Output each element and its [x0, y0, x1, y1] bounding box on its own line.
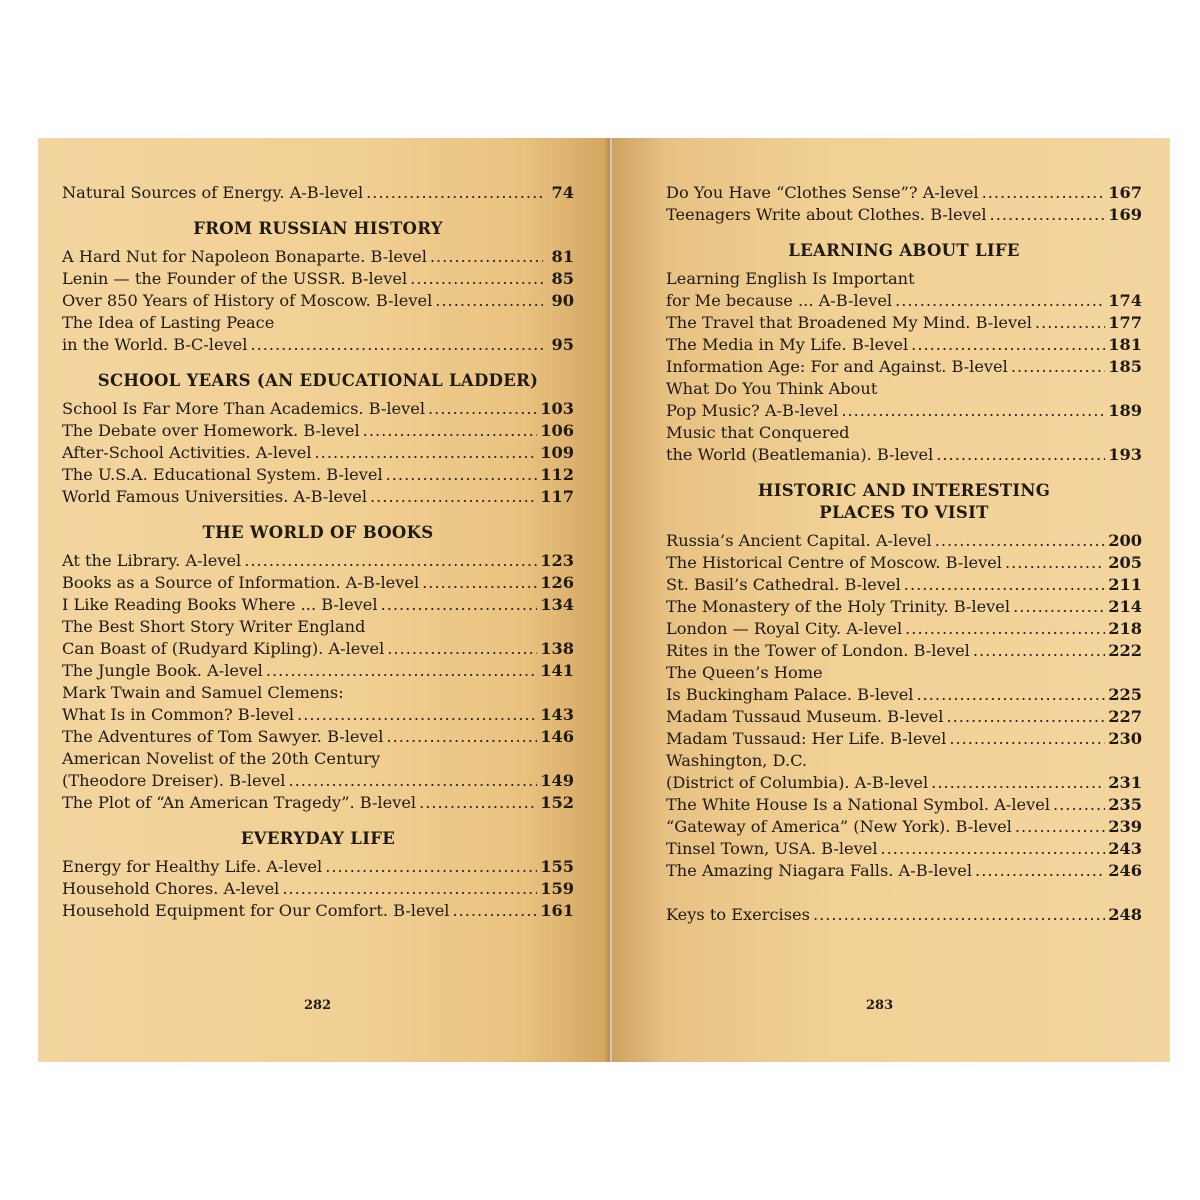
toc-entry-title: What Is in Common? B-level	[62, 705, 295, 724]
toc-entry	[666, 400, 1142, 422]
page-number: 282	[304, 998, 332, 1013]
toc-entry-title: Household Chores. A-level	[62, 879, 280, 898]
toc-entry-title: Can Boast of (Rudyard Kipling). A-level	[62, 639, 385, 658]
toc-entry	[62, 770, 574, 792]
dot-leader	[973, 640, 1105, 662]
dot-leader	[288, 770, 537, 792]
toc-entry-page: 248	[1108, 905, 1142, 924]
toc-entry-page: 146	[540, 727, 574, 746]
dot-leader	[370, 486, 537, 508]
toc-entry-page: 235	[1108, 795, 1142, 814]
dot-leader	[387, 638, 537, 660]
dot-leader	[297, 704, 537, 726]
toc-entry	[62, 398, 574, 420]
toc-entry	[666, 684, 1142, 706]
toc-entry-title: The Monastery of the Holy Trinity. B-level	[666, 597, 1011, 616]
toc-entry-page: 174	[1108, 291, 1142, 310]
toc-entry-page: 227	[1108, 707, 1142, 726]
toc-entry-page: 214	[1108, 597, 1142, 616]
toc-entry	[62, 334, 574, 356]
toc-entry-page: 230	[1108, 729, 1142, 748]
right-page	[612, 138, 1170, 1062]
toc-entry	[62, 550, 574, 572]
toc-entry-title: Tinsel Town, USA. B-level	[666, 839, 878, 858]
toc-entry	[666, 728, 1142, 750]
toc-entry-title: in the World. B-C-level	[62, 335, 248, 354]
toc-entry-page: 169	[1108, 205, 1142, 224]
dot-leader	[386, 464, 538, 486]
dot-leader	[1013, 596, 1105, 618]
left-page	[38, 138, 610, 1062]
dot-leader	[363, 420, 538, 442]
toc-entry-title: the World (Beatlemania). B-level	[666, 445, 934, 464]
toc-entry-title: Pop Music? A-B-level	[666, 401, 839, 420]
toc-entry	[62, 182, 574, 204]
dot-leader	[1053, 794, 1105, 816]
toc-entry-page: 134	[540, 595, 574, 614]
open-book-spread	[38, 138, 1170, 1062]
toc-entry-title: (Theodore Dreiser). B-level	[62, 771, 286, 790]
toc-entry-title: Household Equipment for Our Comfort. B-level	[62, 901, 450, 920]
toc-entry-title-line: Learning English Is Important	[666, 269, 915, 288]
toc-entry-title: Over 850 Years of History of Moscow. B-level	[62, 291, 433, 310]
toc-entry-page: 246	[1108, 861, 1142, 880]
toc-entry	[666, 816, 1142, 838]
toc-entry-title: Books as a Source of Information. A-B-level	[62, 573, 420, 592]
toc-entry	[666, 182, 1142, 204]
dot-leader	[381, 594, 538, 616]
toc-entry-page: 225	[1108, 685, 1142, 704]
toc-entry	[666, 596, 1142, 618]
toc-entry	[666, 530, 1142, 552]
toc-entry-title: London — Royal City. A-level	[666, 619, 903, 638]
dot-leader	[452, 900, 537, 922]
toc-entry-title: The Debate over Homework. B-level	[62, 421, 360, 440]
dot-leader	[949, 728, 1105, 750]
dot-leader	[911, 334, 1105, 356]
dot-leader	[422, 572, 537, 594]
toc-entry-page: 159	[540, 879, 574, 898]
toc-entry	[62, 856, 574, 878]
toc-entry-title: Teenagers Write about Clothes. B-level	[666, 205, 987, 224]
toc-entry-title: “Gateway of America” (New York). B-level	[666, 817, 1012, 836]
dot-leader	[410, 268, 543, 290]
toc-entry-title: Madam Tussaud: Her Life. B-level	[666, 729, 947, 748]
toc-entry	[666, 772, 1142, 794]
toc-entry-title: Do You Have “Clothes Sense”? A-level	[666, 183, 979, 202]
toc-entry-title: Lenin — the Founder of the USSR. B-level	[62, 269, 408, 288]
toc-entry	[62, 726, 574, 748]
toc-entry	[666, 640, 1142, 662]
dot-leader	[282, 878, 537, 900]
toc-entry	[666, 552, 1142, 574]
toc-entry	[666, 204, 1142, 226]
toc-entry-title: After-School Activities. A-level	[62, 443, 312, 462]
toc-entry-title: Information Age: For and Against. B-level	[666, 357, 1008, 376]
toc-entry-title-line: Mark Twain and Samuel Clemens:	[62, 683, 344, 702]
toc-entry-title: Russia’s Ancient Capital. A-level	[666, 531, 932, 550]
toc-entry-title: Madam Tussaud Museum. B-level	[666, 707, 944, 726]
dot-leader	[841, 400, 1105, 422]
toc-entry-title: St. Basil’s Cathedral. B-level	[666, 575, 901, 594]
toc-entry-page: 95	[551, 335, 574, 354]
toc-entry-title: The Historical Centre of Moscow. B-level	[666, 553, 1002, 572]
toc-entry-page: 81	[551, 247, 574, 266]
toc-entry-title-line: Music that Conquered	[666, 423, 850, 442]
toc-entry-title-line: The Idea of Lasting Peace	[62, 313, 275, 332]
toc-entry	[62, 486, 574, 508]
toc-entry-title: The Media in My Life. B-level	[666, 335, 909, 354]
toc-entry-page: 167	[1108, 183, 1142, 202]
dot-leader	[935, 530, 1106, 552]
dot-leader	[895, 290, 1105, 312]
dot-leader	[990, 204, 1106, 226]
dot-leader	[1011, 356, 1105, 378]
toc-entry	[62, 792, 574, 814]
dot-leader	[982, 182, 1106, 204]
toc-entry	[62, 268, 574, 290]
dot-leader	[435, 290, 543, 312]
toc-entry-page: 231	[1108, 773, 1142, 792]
toc-entry-page: 141	[540, 661, 574, 680]
toc-entry-page: 243	[1108, 839, 1142, 858]
toc-entry-page: 117	[540, 487, 574, 506]
dot-leader	[946, 706, 1105, 728]
toc-entry	[666, 574, 1142, 596]
dot-leader	[1005, 552, 1105, 574]
toc-entry-title: for Me because ... A-B-level	[666, 291, 893, 310]
section-heading-line: HISTORIC AND INTERESTING	[757, 481, 1051, 500]
section-heading: LEARNING ABOUT LIFE	[788, 241, 1020, 260]
toc-entry-page: 177	[1108, 313, 1142, 332]
toc-entry-page: 155	[540, 857, 574, 876]
toc-entry-page: 90	[551, 291, 574, 310]
toc-entry-title: The Adventures of Tom Sawyer. B-level	[62, 727, 384, 746]
section-heading: EVERYDAY LIFE	[240, 829, 396, 848]
toc-entry	[666, 860, 1142, 882]
toc-entry-page: 239	[1108, 817, 1142, 836]
dot-leader	[266, 660, 537, 682]
dot-leader	[250, 334, 543, 356]
toc-entry-title: School Is Far More Than Academics. B-level	[62, 399, 426, 418]
toc-entry-page: 152	[540, 793, 574, 812]
section-heading-line: PLACES TO VISIT	[819, 503, 989, 522]
toc-entry-title: The Plot of “An American Tragedy”. B-level	[62, 793, 417, 812]
toc-entry-page: 126	[540, 573, 574, 592]
toc-entry-page: 200	[1108, 531, 1142, 550]
toc-entry-page: 222	[1108, 641, 1142, 660]
toc-entry	[666, 706, 1142, 728]
toc-entry	[666, 290, 1142, 312]
toc-entry	[666, 334, 1142, 356]
toc-entry	[666, 794, 1142, 816]
toc-entry-page: 161	[540, 901, 574, 920]
toc-entry	[666, 838, 1142, 860]
toc-entry	[62, 704, 574, 726]
toc-entry	[62, 442, 574, 464]
toc-entry-title: Is Buckingham Palace. B-level	[666, 685, 914, 704]
toc-entry-title: The Jungle Book. A-level	[62, 661, 263, 680]
dot-leader	[244, 550, 537, 572]
toc-entry-title-line: What Do You Think About	[666, 379, 878, 398]
dot-leader	[813, 904, 1105, 926]
dot-leader	[430, 246, 543, 268]
toc-entry-page: 74	[551, 183, 574, 202]
toc-entry-page: 149	[540, 771, 574, 790]
toc-entry	[62, 638, 574, 660]
toc-entry-page: 106	[540, 421, 574, 440]
toc-entry	[666, 356, 1142, 378]
dot-leader	[315, 442, 538, 464]
toc-entry-page: 185	[1108, 357, 1142, 376]
toc-entry	[62, 660, 574, 682]
dot-leader	[1035, 312, 1105, 334]
toc-entry-title: The Amazing Niagara Falls. A-B-level	[666, 861, 973, 880]
left-toc-column	[62, 182, 574, 922]
toc-entry-page: 85	[551, 269, 574, 288]
toc-entry-title: World Famous Universities. A-B-level	[62, 487, 368, 506]
dot-leader	[936, 444, 1105, 466]
toc-entry-title-line: The Queen’s Home	[666, 663, 823, 682]
toc-entry	[62, 572, 574, 594]
section-heading: THE WORLD OF BOOKS	[202, 523, 434, 542]
page-number: 283	[866, 998, 894, 1013]
toc-entry-title: Rites in the Tower of London. B-level	[666, 641, 970, 660]
toc-entry-title-line: American Novelist of the 20th Century	[62, 749, 381, 768]
toc-entry-page: 211	[1108, 575, 1142, 594]
toc-entry-page: 138	[540, 639, 574, 658]
dot-leader	[905, 618, 1105, 640]
toc-entry-title: (District of Columbia). A-B-level	[666, 773, 929, 792]
section-heading	[666, 480, 1142, 524]
toc-entry-page: 123	[540, 551, 574, 570]
toc-entry	[62, 246, 574, 268]
toc-entry	[62, 290, 574, 312]
dot-leader	[428, 398, 537, 420]
dot-leader	[975, 860, 1105, 882]
toc-entry-title: The White House Is a National Symbol. A-level	[666, 795, 1051, 814]
toc-entry-title: The U.S.A. Educational System. B-level	[62, 465, 383, 484]
right-toc-column	[666, 182, 1142, 926]
toc-entry-page: 112	[540, 465, 574, 484]
toc-entry-title: The Travel that Broadened My Mind. B-level	[666, 313, 1032, 332]
toc-entry-title-line: The Best Short Story Writer England	[62, 617, 366, 636]
toc-entry-page: 181	[1108, 335, 1142, 354]
dot-leader	[904, 574, 1105, 596]
dot-leader	[386, 726, 537, 748]
toc-entry	[62, 878, 574, 900]
dot-leader	[325, 856, 537, 878]
toc-entry	[62, 900, 574, 922]
toc-entry	[62, 594, 574, 616]
toc-entry-page: 189	[1108, 401, 1142, 420]
section-heading: SCHOOL YEARS (AN EDUCATIONAL LADDER)	[97, 371, 539, 390]
toc-entry	[666, 904, 1142, 926]
toc-entry-page: 143	[540, 705, 574, 724]
dot-leader	[881, 838, 1106, 860]
toc-entry	[62, 420, 574, 442]
section-heading: FROM RUSSIAN HISTORY	[193, 219, 443, 238]
toc-entry-title: Natural Sources of Energy. A-B-level	[62, 183, 364, 202]
dot-leader	[419, 792, 537, 814]
dot-leader	[366, 182, 543, 204]
toc-entry-page: 218	[1108, 619, 1142, 638]
toc-entry-title: Energy for Healthy Life. A-level	[62, 857, 323, 876]
toc-entry-page: 109	[540, 443, 574, 462]
toc-entry-page: 205	[1108, 553, 1142, 572]
toc-entry	[666, 312, 1142, 334]
toc-entry	[666, 618, 1142, 640]
toc-entry	[666, 444, 1142, 466]
dot-leader	[1015, 816, 1105, 838]
toc-entry-title: A Hard Nut for Napoleon Bonaparte. B-level	[62, 247, 427, 266]
toc-entry	[62, 464, 574, 486]
toc-entry-page: 193	[1108, 445, 1142, 464]
toc-entry-title: At the Library. A-level	[62, 551, 242, 570]
dot-leader	[916, 684, 1105, 706]
dot-leader	[931, 772, 1105, 794]
toc-entry-page: 103	[540, 399, 574, 418]
toc-entry-title: I Like Reading Books Where ... B-level	[62, 595, 378, 614]
toc-entry-title: Keys to Exercises	[666, 905, 810, 924]
toc-entry-title-line: Washington, D.C.	[666, 751, 808, 770]
